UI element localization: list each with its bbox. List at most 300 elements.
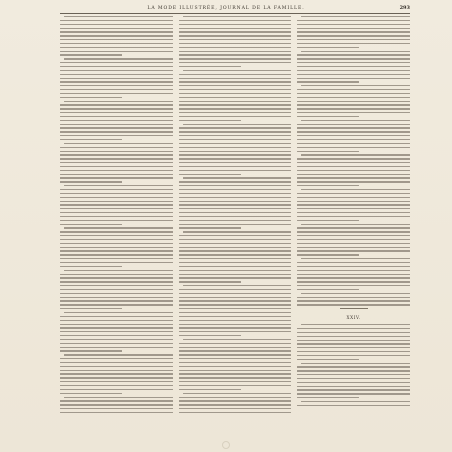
text-line — [179, 35, 292, 36]
text-line — [297, 386, 410, 387]
text-line — [179, 362, 292, 363]
text-line — [64, 270, 173, 271]
text-line — [60, 339, 173, 340]
text-line — [60, 266, 122, 267]
text-line — [183, 231, 292, 232]
text-line — [297, 35, 410, 36]
text-line — [297, 181, 410, 182]
text-line — [60, 358, 173, 359]
text-line — [60, 389, 173, 390]
text-line — [60, 78, 173, 79]
text-line — [60, 47, 173, 48]
text-line — [60, 316, 173, 317]
text-line — [60, 139, 122, 140]
text-line — [297, 170, 410, 171]
section-heading: XXIV. — [346, 315, 361, 321]
text-line — [179, 216, 292, 217]
text-line — [60, 231, 173, 232]
text-line — [60, 31, 173, 32]
text-line — [60, 197, 173, 198]
text-line — [60, 274, 173, 275]
text-line — [179, 347, 292, 348]
text-line — [179, 308, 292, 309]
text-line — [60, 254, 173, 255]
text-line — [60, 177, 173, 178]
text-line — [179, 262, 292, 263]
text-line — [60, 81, 173, 82]
text-line — [183, 393, 292, 394]
text-line — [297, 201, 410, 202]
text-line — [60, 127, 173, 128]
text-line — [297, 104, 410, 105]
text-line — [60, 262, 173, 263]
text-line — [60, 204, 173, 205]
text-line — [301, 51, 410, 52]
text-line — [183, 285, 292, 286]
text-line — [179, 108, 292, 109]
text-line — [60, 381, 173, 382]
text-line — [179, 224, 292, 225]
column-right — [297, 16, 410, 440]
text-line — [179, 293, 292, 294]
text-line — [60, 304, 173, 305]
text-line — [60, 324, 173, 325]
text-line — [179, 170, 292, 171]
text-line — [179, 112, 292, 113]
text-line — [179, 281, 241, 282]
text-line — [297, 39, 410, 40]
text-line — [60, 62, 173, 63]
text-line — [297, 112, 410, 113]
text-line — [179, 373, 292, 374]
text-line — [64, 101, 173, 102]
text-line — [297, 231, 410, 232]
text-line — [183, 16, 292, 17]
text-line — [60, 28, 173, 29]
text-line — [179, 197, 292, 198]
text-line — [60, 320, 173, 321]
text-line — [297, 328, 410, 329]
text-line — [179, 327, 292, 328]
text-line — [297, 28, 410, 29]
section-rule — [340, 308, 368, 309]
text-line — [297, 204, 410, 205]
text-line — [179, 85, 292, 86]
text-line — [60, 377, 173, 378]
text-line — [179, 389, 241, 390]
text-line — [179, 166, 292, 167]
text-line — [297, 135, 410, 136]
text-line — [60, 104, 173, 105]
text-line — [60, 124, 173, 125]
text-line — [60, 24, 173, 25]
text-line — [301, 85, 410, 86]
text-line — [301, 324, 410, 325]
text-line — [297, 285, 410, 286]
text-line — [297, 70, 410, 71]
text-line — [179, 316, 292, 317]
text-line — [60, 147, 173, 148]
text-line — [179, 324, 292, 325]
text-line — [297, 343, 410, 344]
text-line — [60, 193, 173, 194]
text-line — [60, 412, 173, 413]
text-line — [60, 343, 173, 344]
text-line — [60, 220, 173, 221]
text-line — [179, 74, 292, 75]
text-line — [179, 204, 292, 205]
text-line — [297, 227, 410, 228]
text-line — [297, 355, 410, 356]
text-line — [179, 201, 292, 202]
text-line — [297, 166, 410, 167]
text-line — [179, 343, 292, 344]
text-line — [297, 47, 359, 48]
text-line — [297, 185, 359, 186]
text-line — [64, 16, 173, 17]
text-line — [60, 151, 173, 152]
text-line — [301, 224, 410, 225]
text-line — [60, 54, 122, 55]
text-line — [179, 24, 292, 25]
text-line — [183, 70, 292, 71]
text-line — [179, 127, 292, 128]
page-header — [60, 4, 410, 13]
text-line — [60, 174, 173, 175]
text-line — [60, 350, 122, 351]
text-line — [297, 378, 410, 379]
text-line — [60, 281, 173, 282]
text-line — [60, 400, 173, 401]
text-line — [179, 258, 292, 259]
text-line — [179, 412, 292, 413]
text-line — [60, 97, 122, 98]
text-line — [179, 247, 292, 248]
text-line — [179, 289, 292, 290]
text-line — [179, 300, 292, 301]
text-line — [179, 185, 292, 186]
text-line — [297, 24, 410, 25]
text-line — [60, 112, 173, 113]
text-line — [297, 281, 410, 282]
text-line — [297, 389, 410, 390]
text-line — [179, 408, 292, 409]
text-line — [297, 197, 410, 198]
text-line — [179, 400, 292, 401]
text-line — [179, 158, 292, 159]
text-line — [297, 351, 410, 352]
text-line — [297, 116, 359, 117]
text-line — [297, 243, 410, 244]
text-line — [179, 270, 292, 271]
text-line — [60, 135, 173, 136]
text-line — [297, 254, 359, 255]
text-line — [179, 277, 292, 278]
text-line — [60, 89, 173, 90]
text-line — [60, 93, 173, 94]
text-line — [179, 89, 292, 90]
text-line — [179, 139, 292, 140]
text-columns — [60, 16, 410, 440]
text-line — [179, 220, 292, 221]
text-line — [179, 320, 292, 321]
text-line — [297, 147, 410, 148]
text-line — [297, 382, 410, 383]
text-line — [297, 374, 410, 375]
text-line — [179, 212, 292, 213]
text-line — [297, 101, 410, 102]
text-line — [179, 235, 292, 236]
text-line — [179, 254, 292, 255]
text-line — [60, 297, 173, 298]
text-line — [179, 312, 292, 313]
page-stain — [222, 441, 230, 449]
text-line — [297, 158, 410, 159]
text-line — [60, 373, 173, 374]
text-line — [179, 162, 292, 163]
text-line — [297, 216, 410, 217]
text-line — [179, 208, 292, 209]
text-line — [297, 58, 410, 59]
text-line — [179, 20, 292, 21]
text-line — [183, 339, 292, 340]
text-line — [60, 300, 173, 301]
text-line — [297, 340, 410, 341]
text-line — [179, 304, 292, 305]
text-line — [301, 154, 410, 155]
text-line — [64, 185, 173, 186]
text-line — [179, 354, 292, 355]
text-line — [179, 397, 292, 398]
text-line — [297, 177, 410, 178]
text-line — [60, 289, 173, 290]
text-line — [297, 174, 410, 175]
text-line — [60, 189, 173, 190]
text-line — [297, 74, 410, 75]
text-line — [179, 51, 292, 52]
text-line — [179, 131, 292, 132]
text-line — [297, 370, 410, 371]
text-line — [64, 354, 173, 355]
text-line — [60, 408, 173, 409]
text-line — [297, 247, 410, 248]
text-line — [60, 131, 173, 132]
text-line — [301, 401, 410, 402]
text-line — [297, 262, 410, 263]
text-line — [60, 208, 173, 209]
text-line — [64, 227, 173, 228]
text-line — [60, 51, 173, 52]
text-line — [297, 270, 410, 271]
text-line — [60, 154, 173, 155]
text-line — [179, 101, 292, 102]
text-line — [60, 39, 173, 40]
text-line — [179, 58, 292, 59]
text-line — [179, 377, 292, 378]
text-line — [297, 304, 410, 305]
text-line — [60, 170, 173, 171]
text-line — [297, 66, 410, 67]
text-line — [60, 158, 173, 159]
text-line — [297, 393, 410, 394]
text-line — [60, 366, 173, 367]
text-line — [60, 162, 173, 163]
text-line — [297, 212, 410, 213]
text-line — [60, 393, 122, 394]
text-line — [179, 181, 292, 182]
text-line — [297, 43, 410, 44]
text-line — [179, 81, 292, 82]
text-line — [60, 327, 173, 328]
text-line — [297, 397, 359, 398]
text-line — [60, 35, 173, 36]
text-line — [297, 31, 410, 32]
text-line — [179, 97, 292, 98]
text-line — [60, 308, 122, 309]
text-line — [297, 359, 359, 360]
header-rule — [60, 13, 410, 14]
text-line — [64, 58, 173, 59]
text-line — [297, 124, 410, 125]
text-line — [297, 347, 410, 348]
text-line — [297, 266, 410, 267]
text-line — [297, 332, 410, 333]
text-line — [179, 78, 292, 79]
text-line — [60, 43, 173, 44]
text-line — [179, 404, 292, 405]
text-line — [179, 297, 292, 298]
text-line — [179, 266, 292, 267]
text-line — [60, 166, 173, 167]
text-line — [179, 39, 292, 40]
column-left — [60, 16, 173, 440]
text-line — [297, 62, 410, 63]
text-line — [60, 243, 173, 244]
text-line — [60, 293, 173, 294]
text-line — [183, 177, 292, 178]
column-middle — [179, 16, 292, 440]
text-line — [60, 277, 173, 278]
text-line — [179, 381, 292, 382]
text-line — [297, 277, 410, 278]
text-line — [179, 174, 241, 175]
text-line — [60, 258, 173, 259]
text-line — [301, 120, 410, 121]
text-line — [297, 274, 410, 275]
text-line — [297, 93, 410, 94]
text-line — [60, 335, 173, 336]
page-number: 293 — [399, 5, 410, 11]
text-line — [60, 331, 173, 332]
text-line — [60, 74, 173, 75]
text-line — [301, 363, 410, 364]
text-line — [297, 297, 410, 298]
text-line — [64, 397, 173, 398]
text-line — [60, 20, 173, 21]
text-line — [179, 189, 292, 190]
text-line — [179, 135, 292, 136]
text-line — [179, 151, 292, 152]
text-line — [60, 212, 173, 213]
text-line — [179, 350, 292, 351]
text-line — [179, 358, 292, 359]
text-line — [297, 366, 410, 367]
text-line — [301, 189, 410, 190]
text-line — [60, 239, 173, 240]
text-line — [179, 116, 292, 117]
text-line — [179, 366, 292, 367]
text-line — [297, 235, 410, 236]
text-line — [301, 258, 410, 259]
text-line — [301, 16, 410, 17]
text-line — [179, 62, 292, 63]
text-line — [297, 89, 410, 90]
text-line — [297, 131, 410, 132]
text-line — [179, 335, 241, 336]
text-line — [297, 20, 410, 21]
text-line — [179, 154, 292, 155]
text-line — [297, 127, 410, 128]
text-line — [60, 235, 173, 236]
text-line — [60, 404, 173, 405]
text-line — [297, 336, 410, 337]
text-line — [179, 243, 292, 244]
text-line — [179, 93, 292, 94]
text-line — [60, 362, 173, 363]
text-line — [179, 143, 292, 144]
text-line — [60, 347, 173, 348]
text-line — [179, 250, 292, 251]
text-line — [179, 120, 241, 121]
text-line — [60, 181, 122, 182]
text-line — [60, 116, 173, 117]
text-line — [179, 28, 292, 29]
text-line — [297, 250, 410, 251]
text-line — [60, 216, 173, 217]
text-line — [179, 104, 292, 105]
text-line — [179, 31, 292, 32]
text-line — [179, 47, 292, 48]
text-line — [60, 250, 173, 251]
text-line — [297, 239, 410, 240]
text-line — [297, 162, 410, 163]
text-line — [297, 208, 410, 209]
text-line — [179, 385, 292, 386]
text-line — [60, 385, 173, 386]
text-line — [60, 85, 173, 86]
text-line — [60, 201, 173, 202]
text-line — [297, 139, 410, 140]
text-line — [297, 193, 410, 194]
text-line — [179, 193, 292, 194]
text-line — [297, 108, 410, 109]
text-line — [297, 151, 359, 152]
text-line — [60, 224, 122, 225]
text-line — [60, 66, 173, 67]
text-line — [297, 54, 410, 55]
text-line — [297, 300, 410, 301]
text-line — [179, 239, 292, 240]
running-title: LA MODE ILLUSTRÉE, JOURNAL DE LA FAMILLE. — [147, 6, 305, 11]
text-line — [60, 108, 173, 109]
text-line — [179, 274, 292, 275]
text-line — [179, 66, 241, 67]
text-line — [60, 285, 173, 286]
text-line — [60, 70, 173, 71]
text-line — [179, 331, 292, 332]
text-line — [297, 97, 410, 98]
text-line — [297, 78, 410, 79]
